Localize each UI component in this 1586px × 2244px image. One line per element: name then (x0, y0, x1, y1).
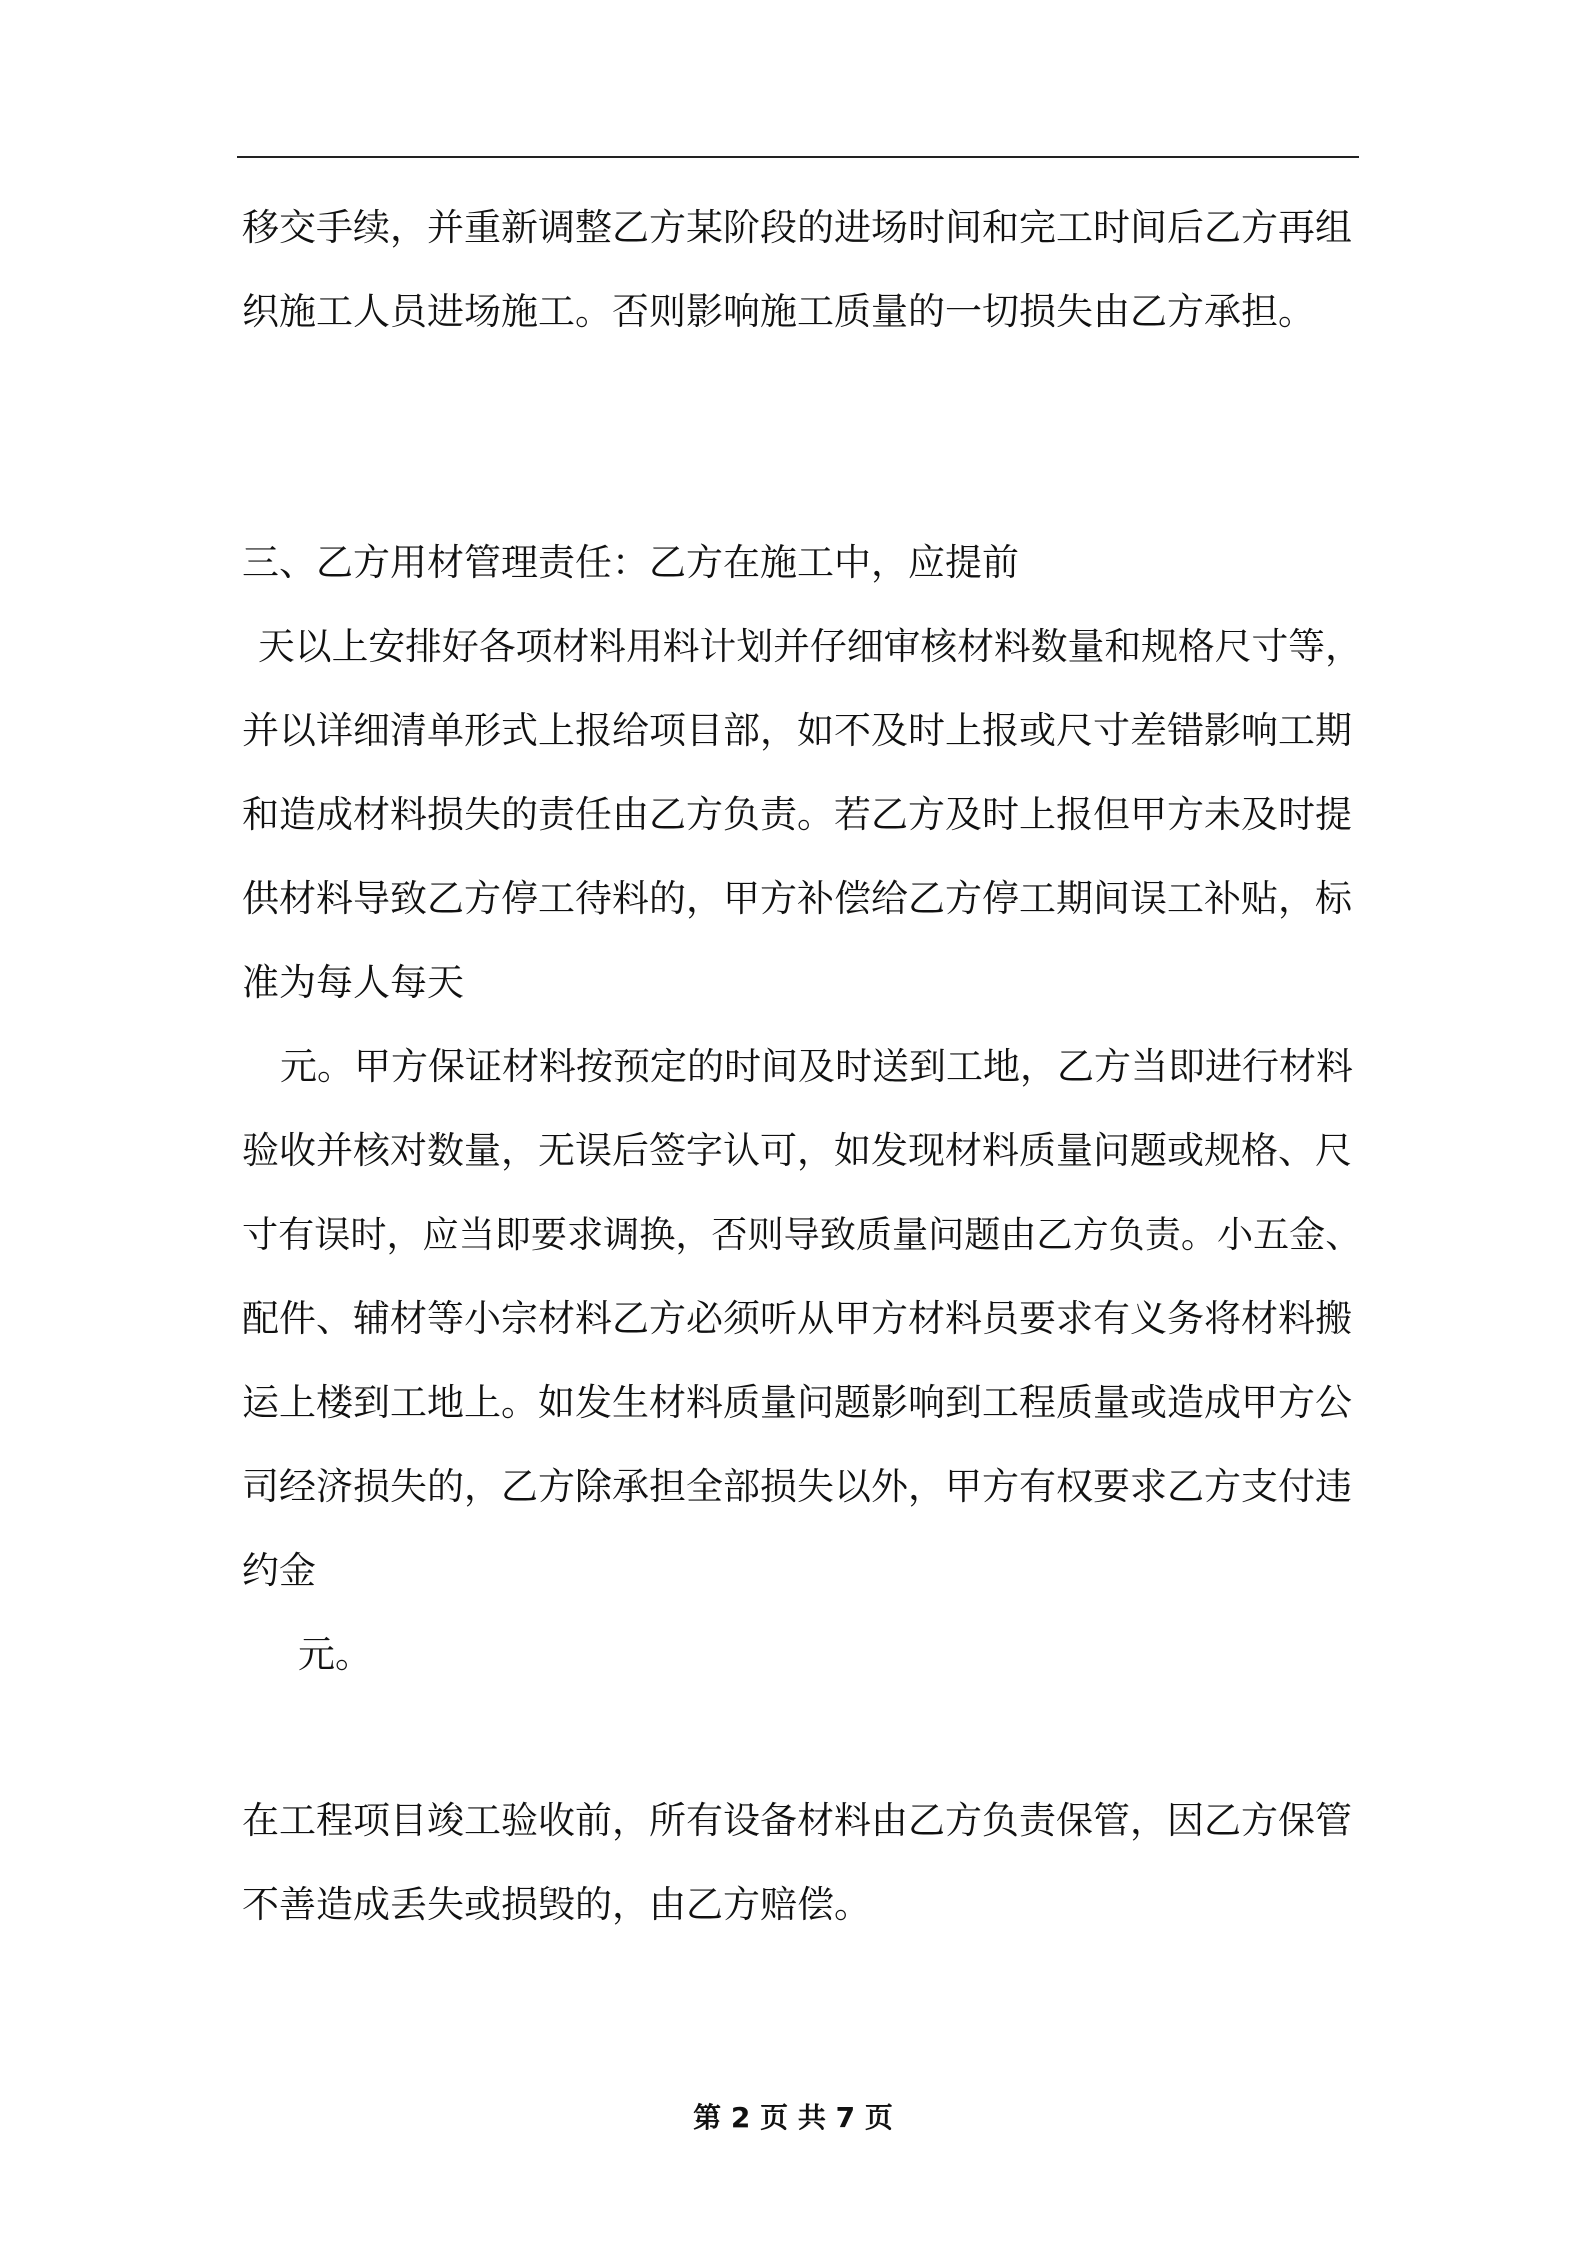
text-line: 约金 (242, 1549, 316, 1592)
text-line: 准为每人每天 (242, 961, 464, 1004)
text-line: 织施工人员进场施工。否则影响施工质量的一切损失由乙方承担。 (242, 290, 1315, 333)
text-line: 移交手续，并重新调整乙方某阶段的进场时间和完工时间后乙方再组 (242, 206, 1352, 249)
text-line: 供材料导致乙方停工待料的，甲方补偿给乙方停工期间误工补贴，标 (242, 877, 1352, 920)
text-line: 司经济损失的，乙方除承担全部损失以外，甲方有权要求乙方支付违 (242, 1465, 1352, 1508)
text-line: 并以详细清单形式上报给项目部，如不及时上报或尺寸差错影响工期 (242, 709, 1352, 752)
section-heading: 三、乙方用材管理责任：乙方在施工中，应提前 (242, 541, 1019, 584)
text-line: 和造成材料损失的责任由乙方负责。若乙方及时上报但甲方未及时提 (242, 793, 1352, 836)
text-line: 不善造成丢失或损毁的，由乙方赔偿。 (242, 1883, 871, 1926)
text-line: 元。甲方保证材料按预定的时间及时送到工地，乙方当即进行材料 (280, 1045, 1353, 1088)
text-line: 配件、辅材等小宗材料乙方必须听从甲方材料员要求有义务将材料搬 (242, 1297, 1352, 1340)
text-line: 验收并核对数量，无误后签字认可，如发现材料质量问题或规格、尺 (242, 1129, 1352, 1172)
header-rule (237, 156, 1359, 158)
page-number: 第 2 页 共 7 页 (693, 2101, 893, 2134)
text-line: 天以上安排好各项材料用料计划并仔细审核材料数量和规格尺寸等， (258, 625, 1362, 668)
text-line: 元。 (298, 1633, 372, 1676)
text-line: 在工程项目竣工验收前，所有设备材料由乙方负责保管，因乙方保管 (242, 1799, 1352, 1842)
text-line: 寸有误时，应当即要求调换，否则导致质量问题由乙方负责。小五金、 (242, 1213, 1362, 1256)
text-line: 运上楼到工地上。如发生材料质量问题影响到工程质量或造成甲方公 (242, 1381, 1352, 1424)
